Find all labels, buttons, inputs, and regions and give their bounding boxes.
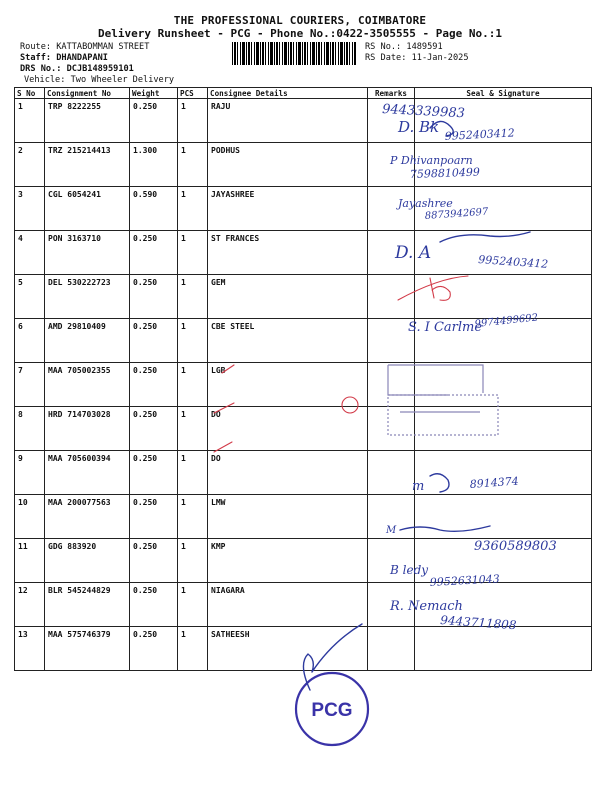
pcg-stamp	[296, 673, 368, 745]
staff-label: Staff:	[20, 53, 52, 63]
signature-row-1-initial: D. Bk	[398, 118, 440, 136]
cell-pcs: 1	[178, 363, 208, 407]
col-header-weight: Weight	[130, 88, 178, 99]
cell-sno: 12	[15, 583, 45, 627]
cell-signature	[415, 451, 592, 495]
table-row	[15, 363, 592, 407]
cell-signature	[415, 363, 592, 407]
cell-sno: 13	[15, 627, 45, 671]
cell-sno: 5	[15, 275, 45, 319]
cell-consignee: SATHEESH	[208, 627, 368, 671]
cell-remarks	[368, 275, 415, 319]
cell-consignment-no: HRD 714703028	[45, 407, 130, 451]
signature-row-4-initial: D. A	[395, 243, 432, 263]
table-row	[15, 319, 592, 363]
route-value: KATTABOMMAN STREET	[56, 42, 150, 52]
cell-consignee: GEM	[208, 275, 368, 319]
cell-remarks	[368, 99, 415, 143]
cell-consignment-no: DEL 530222723	[45, 275, 130, 319]
signature-row-13-phone: 9443711808	[439, 613, 517, 633]
cell-weight: 0.250	[130, 319, 178, 363]
cell-weight: 0.250	[130, 539, 178, 583]
cell-consignment-no: MAA 200077563	[45, 495, 130, 539]
cell-consignee: DO	[208, 451, 368, 495]
cell-consignment-no: MAA 705600394	[45, 451, 130, 495]
cell-signature	[415, 231, 592, 275]
cell-sno: 11	[15, 539, 45, 583]
col-header-consignee: Consignee Details	[208, 88, 368, 99]
table-header-row	[15, 88, 592, 99]
signature-row-10-initial: m	[412, 479, 425, 494]
signature-row-3-phone: 8873942697	[424, 206, 489, 222]
col-header-remarks: Remarks	[368, 88, 415, 99]
cell-pcs: 1	[178, 583, 208, 627]
rs-date-value: 11-Jan-2025	[411, 53, 469, 63]
cell-pcs: 1	[178, 143, 208, 187]
cell-sno: 8	[15, 407, 45, 451]
cell-consignment-no: AMD 29810409	[45, 319, 130, 363]
cell-consignee: CBE STEEL	[208, 319, 368, 363]
signature-row-3-name: Jayashree	[398, 197, 453, 210]
cell-sno: 1	[15, 99, 45, 143]
cell-pcs: 1	[178, 539, 208, 583]
drs-label: DRS No.:	[20, 64, 62, 74]
cell-remarks	[368, 143, 415, 187]
table-row	[15, 627, 592, 671]
cell-sno: 2	[15, 143, 45, 187]
table-row	[15, 143, 592, 187]
rs-date-line	[365, 52, 469, 64]
cell-sno: 6	[15, 319, 45, 363]
staff-value: DHANDAPANI	[56, 53, 108, 63]
vehicle-value: Two Wheeler Delivery	[70, 75, 175, 85]
drs-value: DCJB148959101	[66, 64, 134, 74]
cell-signature	[415, 495, 592, 539]
cell-consignee: RAJU	[208, 99, 368, 143]
cell-consignee: DO	[208, 407, 368, 451]
cell-consignee: PODHUS	[208, 143, 368, 187]
cell-pcs: 1	[178, 495, 208, 539]
table-row	[15, 231, 592, 275]
cell-remarks	[368, 495, 415, 539]
rs-no-label: RS No.:	[365, 42, 402, 52]
signature-row-12-phone: 9952631043	[429, 572, 501, 589]
col-header-pcs: PCS	[178, 88, 208, 99]
cell-pcs: 1	[178, 451, 208, 495]
cell-pcs: 1	[178, 99, 208, 143]
cell-consignment-no: PON 3163710	[45, 231, 130, 275]
route-label: Route:	[20, 42, 52, 52]
cell-consignment-no: CGL 6054241	[45, 187, 130, 231]
cell-signature	[415, 539, 592, 583]
signature-row-10-phone: 8914374	[469, 474, 520, 491]
cell-pcs: 1	[178, 275, 208, 319]
table-row	[15, 451, 592, 495]
company-title: THE PROFESSIONAL COURIERS, COIMBATORE	[173, 14, 427, 27]
vehicle-line	[24, 74, 174, 86]
signature-row-12-name: B ledy	[390, 563, 429, 577]
cell-weight: 0.590	[130, 187, 178, 231]
cell-weight: 0.250	[130, 583, 178, 627]
cell-remarks	[368, 627, 415, 671]
cell-consignment-no: BLR 545244829	[45, 583, 130, 627]
cell-remarks	[368, 583, 415, 627]
cell-consignment-no: MAA 575746379	[45, 627, 130, 671]
runsheet-table	[14, 87, 592, 671]
cell-remarks	[368, 231, 415, 275]
cell-signature	[415, 143, 592, 187]
cell-weight: 0.250	[130, 495, 178, 539]
cell-pcs: 1	[178, 187, 208, 231]
cell-signature	[415, 99, 592, 143]
cell-consignee: KMP	[208, 539, 368, 583]
cell-sno: 9	[15, 451, 45, 495]
signature-row-2-name: P Dhivanpoarn	[390, 154, 473, 167]
cell-weight: 0.250	[130, 231, 178, 275]
col-header-signature: Seal & Signature	[415, 88, 592, 99]
cell-pcs: 1	[178, 319, 208, 363]
table-row	[15, 187, 592, 231]
cell-weight: 0.250	[130, 451, 178, 495]
cell-signature	[415, 627, 592, 671]
barcode	[232, 42, 356, 65]
col-header-sno: S No	[15, 88, 45, 99]
table-row	[15, 407, 592, 451]
cell-signature	[415, 319, 592, 363]
cell-weight: 0.250	[130, 407, 178, 451]
cell-consignee: NIAGARA	[208, 583, 368, 627]
rs-no-value: 1489591	[406, 42, 443, 52]
runsheet-subtitle: Delivery Runsheet - PCG - Phone No.:0422-3505555 - Page No.:1	[98, 27, 502, 40]
col-header-consignment: Consignment No	[45, 88, 130, 99]
cell-weight: 0.250	[130, 363, 178, 407]
table-row	[15, 275, 592, 319]
signature-row-1-phone-2: 9952403412	[444, 126, 516, 143]
cell-remarks	[368, 407, 415, 451]
cell-remarks	[368, 187, 415, 231]
signature-row-1-phone: 9443339983	[381, 102, 466, 122]
cell-weight: 0.250	[130, 627, 178, 671]
cell-signature	[415, 583, 592, 627]
cell-weight: 0.250	[130, 275, 178, 319]
cell-consignment-no: GDG 883920	[45, 539, 130, 583]
cell-pcs: 1	[178, 627, 208, 671]
cell-sno: 3	[15, 187, 45, 231]
pcg-stamp-text: PCG	[311, 700, 353, 721]
cell-weight: 0.250	[130, 99, 178, 143]
cell-signature	[415, 407, 592, 451]
vehicle-label: Vehicle:	[24, 75, 66, 85]
cell-sno: 7	[15, 363, 45, 407]
cell-weight: 1.300	[130, 143, 178, 187]
signature-row-6-name: S. I Carlme	[408, 320, 483, 335]
cell-consignee: JAYASHREE	[208, 187, 368, 231]
signature-row-6-phone: 9974499692	[474, 312, 539, 330]
cell-consignment-no: TRP 8222255	[45, 99, 130, 143]
cell-signature	[415, 187, 592, 231]
cell-signature	[415, 275, 592, 319]
signature-row-11-name: M	[386, 525, 397, 536]
signature-row-2-phone: 7598810499	[409, 165, 481, 181]
signature-row-13-name: R. Nemach	[390, 599, 463, 614]
cell-remarks	[368, 363, 415, 407]
table-row	[15, 583, 592, 627]
cell-remarks	[368, 539, 415, 583]
signature-row-11-phone: 9360589803	[474, 539, 557, 554]
cell-consignment-no: MAA 705002355	[45, 363, 130, 407]
cell-remarks	[368, 319, 415, 363]
cell-sno: 10	[15, 495, 45, 539]
cell-consignee: ST FRANCES	[208, 231, 368, 275]
signature-row-4-phone: 9952403412	[477, 253, 549, 271]
cell-pcs: 1	[178, 407, 208, 451]
cell-consignment-no: TRZ 215214413	[45, 143, 130, 187]
cell-sno: 4	[15, 231, 45, 275]
table-row	[15, 539, 592, 583]
table-row	[15, 495, 592, 539]
cell-remarks	[368, 451, 415, 495]
table-row	[15, 99, 592, 143]
cell-consignee: LGB	[208, 363, 368, 407]
rs-date-label: RS Date:	[365, 53, 407, 63]
cell-consignee: LMW	[208, 495, 368, 539]
cell-pcs: 1	[178, 231, 208, 275]
